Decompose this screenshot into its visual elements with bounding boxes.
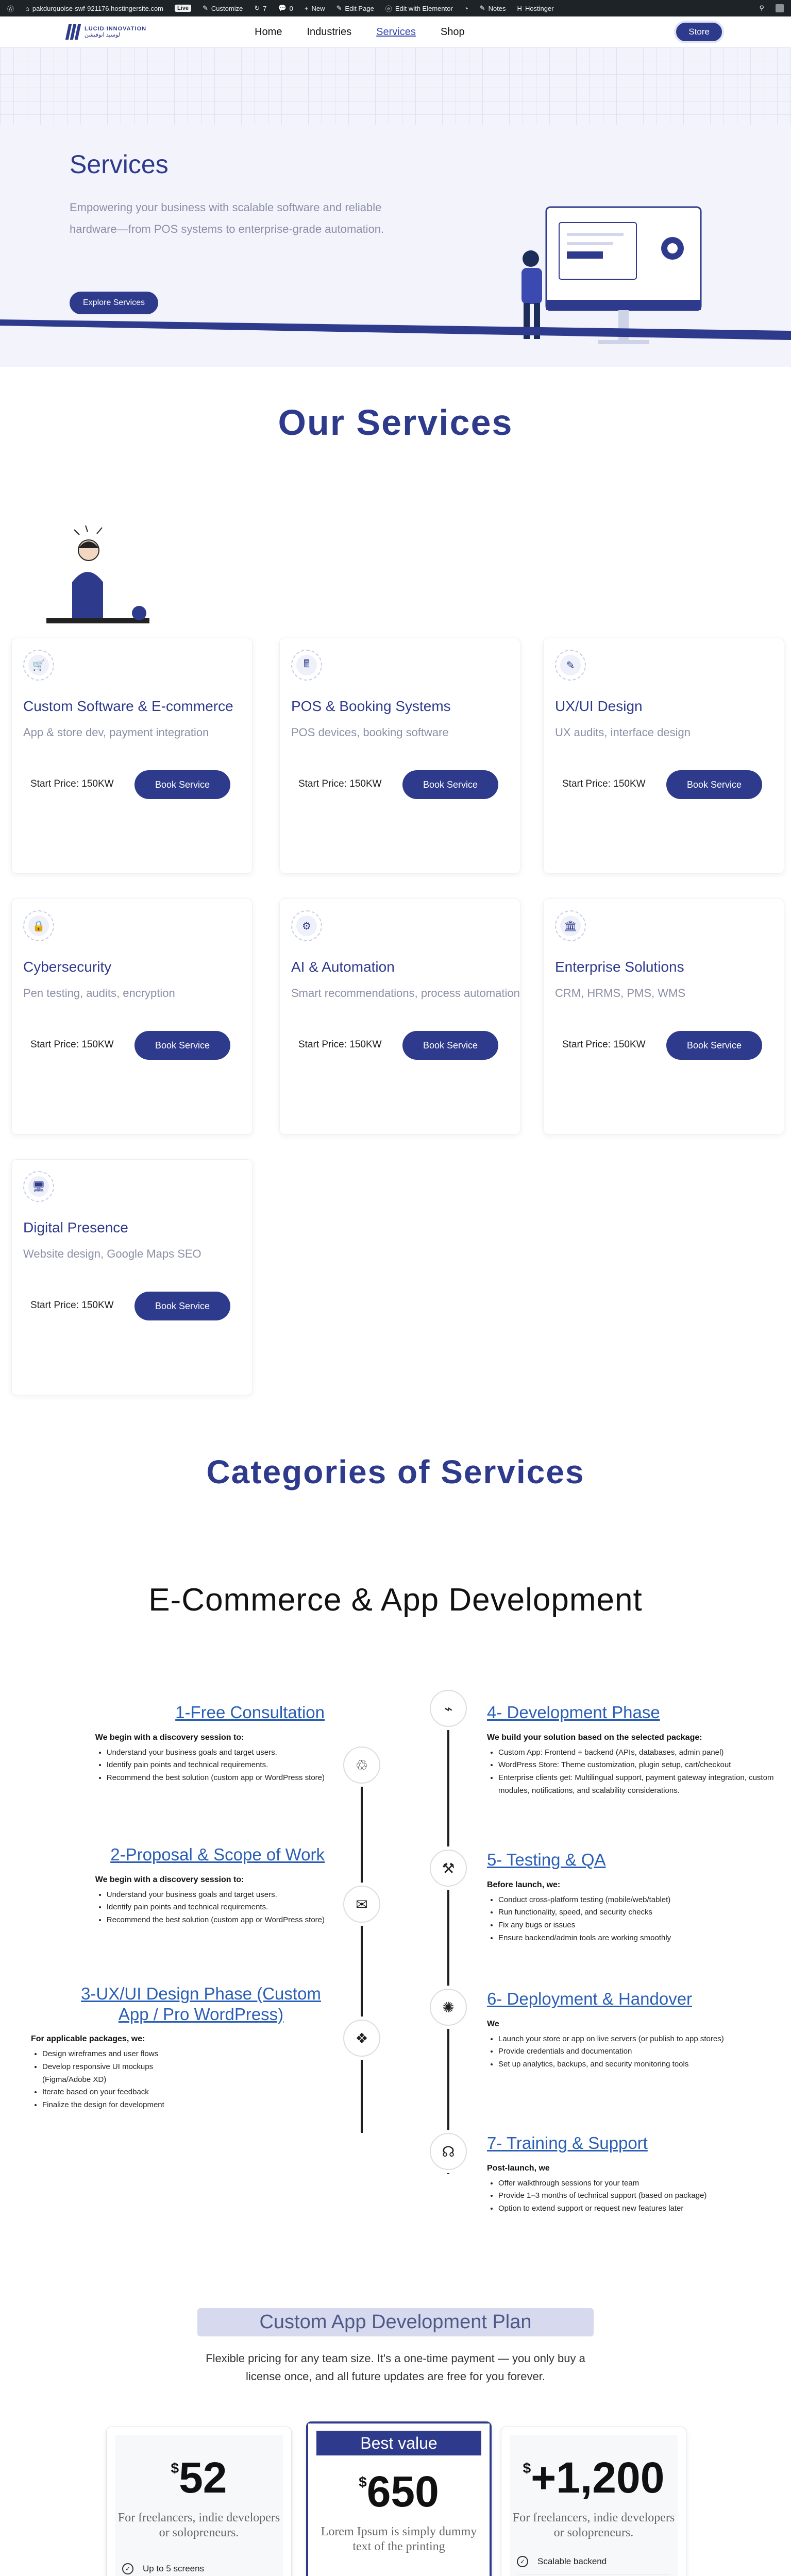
step-list-item: • Run functionality, speed, and security checks: [498, 1906, 776, 1919]
service-card-cybersecurity: [11, 899, 253, 1134]
service-card-enterprise: [543, 899, 784, 1134]
service-price: Start Price: 150KW: [30, 1039, 114, 1050]
service-title: Cybersecurity: [23, 959, 112, 975]
testing-icon: ⚒: [430, 1850, 467, 1887]
consultation-icon: ♲: [343, 1747, 380, 1784]
customize-link[interactable]: ✎ Customize: [203, 4, 243, 12]
design-phase-icon: ❖: [343, 2020, 380, 2057]
logo-text-ar: لوسيد انوفيشن: [85, 32, 120, 38]
step-list-item: • Conduct cross-platform testing (mobile/web/tablet): [498, 1894, 776, 1907]
book-service-button[interactable]: Book Service: [666, 770, 762, 799]
step-list-item: • Understand your business goals and target users.: [107, 1889, 325, 1902]
step-title: 5- Testing & QA: [487, 1850, 606, 1869]
book-service-button[interactable]: Book Service: [402, 770, 498, 799]
step-free-consultation: [31, 1702, 325, 1785]
timeline-line-left: [361, 1752, 363, 2133]
step-list-item: • Identify pain points and technical requirements.: [107, 1759, 325, 1772]
hero-section: [0, 47, 791, 367]
new-label: New: [311, 4, 325, 12]
service-desc: POS devices, booking software: [291, 726, 449, 739]
plan-price: [308, 2467, 490, 2517]
categories-title: Categories of Services: [206, 1453, 585, 1490]
wordpress-icon[interactable]: Ⓦ: [7, 5, 14, 13]
book-service-button[interactable]: Book Service: [134, 1031, 230, 1060]
currency-symbol: $: [359, 2474, 367, 2490]
elementor-link[interactable]: ⓔ Edit with Elementor: [385, 4, 453, 13]
deployment-icon: ✺: [430, 1989, 467, 2026]
service-title: UX/UI Design: [555, 698, 643, 714]
service-title: Digital Presence: [23, 1219, 128, 1235]
step-list: [95, 1747, 325, 1785]
plan-card-featured: [306, 2421, 492, 2576]
site-logo[interactable]: [67, 24, 146, 40]
step-list: [31, 2048, 191, 2112]
comment-moderation-link[interactable]: 💬 0: [278, 4, 293, 12]
plan-card-premium: [501, 2427, 686, 2576]
step-deployment: [487, 1989, 776, 2071]
edit-page-label: Edit Page: [345, 4, 374, 12]
service-price: Start Price: 150KW: [298, 778, 382, 789]
check-icon: ✓: [517, 2556, 528, 2567]
nav-home[interactable]: Home: [255, 26, 282, 38]
our-services-title: Our Services: [278, 402, 513, 443]
search-icon[interactable]: ⚲: [759, 4, 764, 12]
process-timeline: [0, 1690, 791, 2221]
step-list-item: • Recommend the best solution (custom app or WordPress store): [107, 1772, 325, 1785]
plan-description: Flexible pricing for any team size. It's a one-time payment — you only buy a license once, and all future updates are free for you forever.: [206, 2352, 585, 2383]
nav-services[interactable]: Services: [376, 26, 416, 38]
timeline-line-right: [447, 1690, 449, 2174]
explore-services-button[interactable]: Explore Services: [70, 292, 158, 314]
service-desc: Website design, Google Maps SEO: [23, 1247, 201, 1260]
step-list-item: • Enterprise clients get: Multilingual support, payment gateway integration, custom modules, notifications, and scalability considerations.: [498, 1772, 776, 1798]
custom-app-plan-heading: [0, 2308, 791, 2336]
step-title: 4- Development Phase: [487, 1703, 660, 1722]
step-title: 2-Proposal & Scope of Work: [110, 1845, 325, 1864]
service-card-custom-software: [11, 638, 253, 874]
notes-link[interactable]: ✎ Notes: [479, 4, 506, 12]
categories-subtitle: E-Commerce & App Development: [148, 1582, 643, 1618]
step-list-item: • Understand your business goals and target users.: [107, 1747, 325, 1759]
admin-bar: [0, 0, 791, 16]
elementor-label: Edit with Elementor: [395, 4, 453, 12]
service-title: Custom Software & E-commerce: [23, 698, 233, 714]
step-intro: We begin with a discovery session to:: [95, 1733, 244, 1742]
logo-text-en: LUCID INNOVATION: [85, 25, 147, 32]
book-service-button[interactable]: Book Service: [666, 1031, 762, 1060]
comments-link[interactable]: ↻ 7: [254, 4, 267, 12]
currency-symbol: $: [171, 2460, 179, 2476]
pos-icon: 🖩: [291, 650, 322, 681]
book-service-button[interactable]: Book Service: [402, 1031, 498, 1060]
step-list-item: • Ensure backend/admin tools are working smoothly: [498, 1932, 776, 1945]
hostinger-link[interactable]: H Hostinger: [517, 4, 554, 12]
ai-icon: ⚙: [291, 910, 322, 941]
step-title: 7- Training & Support: [487, 2133, 648, 2153]
step-development: [487, 1702, 776, 1798]
step-title: 3-UX/UI Design Phase (Custom App / Pro WordPress): [81, 1984, 321, 2024]
logo-mark-icon: [67, 24, 79, 40]
step-list-item: • Develop responsive UI mockups (Figma/Adobe XD): [42, 2061, 191, 2087]
service-desc: Pen testing, audits, encryption: [23, 987, 175, 999]
step-list-item: • Recommend the best solution (custom app or WordPress store): [107, 1914, 325, 1927]
design-icon: ✎: [555, 650, 586, 681]
store-button[interactable]: Store: [674, 21, 724, 43]
step-ux-design: [31, 1984, 325, 2112]
step-training: [487, 2133, 776, 2215]
hostinger-label: Hostinger: [525, 4, 554, 12]
step-list-item: • Provide credentials and documentation: [498, 2045, 776, 2058]
step-list-item: • Design wireframes and user flows: [42, 2048, 191, 2061]
step-list-item: • Custom App: Frontend + backend (APIs, databases, admin panel): [498, 1747, 776, 1759]
service-card-digital-presence: [11, 1159, 253, 1395]
plan-subtitle: Lorem Ipsum is simply dummy text of the printing: [321, 2525, 477, 2553]
step-list: [487, 2177, 776, 2215]
step-list-item: • Set up analytics, backups, and security monitoring tools: [498, 2058, 776, 2071]
service-card-uxui: [543, 638, 784, 874]
site-header: [0, 16, 791, 47]
customize-label: Customize: [211, 4, 243, 12]
admin-site-name: pakdurquoise-swf-921176.hostingersite.com: [32, 4, 163, 12]
hero-divider-stripe: [0, 319, 791, 355]
service-title: AI & Automation: [291, 959, 395, 975]
plan-features: [122, 2556, 276, 2576]
main-nav: [255, 26, 465, 38]
new-link[interactable]: + New: [304, 4, 325, 12]
admin-site-link[interactable]: ⌂ pakdurquoise-swf-921176.hostingersite.com: [25, 4, 163, 12]
nav-industries[interactable]: Industries: [307, 26, 352, 38]
step-list-item: • Option to extend support or request new features later: [498, 2202, 776, 2215]
book-service-button[interactable]: Book Service: [134, 770, 230, 799]
plan-card-basic: [106, 2427, 292, 2576]
step-intro: We begin with a discovery session to:: [95, 1875, 244, 1884]
service-price: Start Price: 150KW: [30, 1300, 114, 1311]
step-list: [487, 1894, 776, 1945]
book-service-button[interactable]: Book Service: [134, 1292, 230, 1320]
hero-title: Services: [70, 150, 169, 179]
cart-icon: 🛒: [23, 650, 54, 681]
service-card-pos: [279, 638, 520, 874]
plan-price: [107, 2453, 291, 2503]
step-title: 6- Deployment & Handover: [487, 1989, 693, 2008]
step-list-item: • Fix any bugs or issues: [498, 1919, 776, 1932]
hero-grid-pattern: [0, 47, 791, 125]
plan-subtitle: For freelancers, indie developers or solopreneurs.: [117, 2511, 280, 2539]
step-list: [487, 1747, 776, 1798]
step-list-item: • WordPress Store: Theme customization, plugin setup, cart/checkout: [498, 1759, 776, 1772]
step-list: [95, 1889, 325, 1927]
edit-page-link[interactable]: ✎ Edit Page: [336, 4, 374, 12]
step-list-item: • Provide 1–3 months of technical support (based on package): [498, 2190, 776, 2202]
comments-count: 7: [263, 4, 267, 12]
service-card-ai: [279, 899, 520, 1134]
plan-price-value: 650: [366, 2467, 439, 2516]
user-avatar[interactable]: [776, 4, 784, 12]
lock-icon: 🔒: [23, 910, 54, 941]
person-sitting-illustration-icon: [36, 526, 160, 644]
hero-text: Empowering your business with scalable software and reliable hardware—from POS systems to enterprise-grade automation.: [70, 201, 384, 235]
services-heading-wrap: [0, 402, 791, 443]
currency-symbol: $: [523, 2460, 531, 2476]
plan-feature: ✓ Up to 5 screens: [122, 2556, 276, 2576]
plan-price: [501, 2453, 686, 2503]
step-list: [487, 2033, 776, 2071]
service-price: Start Price: 150KW: [562, 1039, 646, 1050]
service-desc: App & store dev, payment integration: [23, 726, 209, 739]
nav-shop[interactable]: Shop: [440, 26, 465, 38]
plan-feature: ✓ Scalable backend: [517, 2549, 670, 2574]
step-list-item: • Launch your store or app on live servers (or publish to app stores): [498, 2033, 776, 2046]
enterprise-icon: 🏛: [555, 910, 586, 941]
service-title: Enterprise Solutions: [555, 959, 684, 975]
plan-title: Custom App Development Plan: [197, 2308, 593, 2336]
step-testing: [487, 1850, 776, 1945]
development-icon: ⌁: [430, 1690, 467, 1727]
check-icon: ✓: [122, 2563, 133, 2574]
notes-label: Notes: [488, 4, 506, 12]
service-desc: Smart recommendations, process automation: [291, 987, 520, 999]
service-price: Start Price: 150KW: [562, 778, 646, 789]
step-title: 1-Free Consultation: [175, 1703, 325, 1722]
proposal-icon: ✉: [343, 1886, 380, 1923]
step-list-item: • Iterate based on your feedback: [42, 2086, 191, 2099]
plan-subtitle: For freelancers, indie developers or solopreneurs.: [512, 2511, 675, 2539]
service-desc: CRM, HRMS, PMS, WMS: [555, 987, 685, 999]
service-desc: UX audits, interface design: [555, 726, 691, 739]
step-intro: We: [487, 2019, 499, 2028]
service-price: Start Price: 150KW: [30, 778, 114, 789]
plan-features: [517, 2549, 670, 2576]
categories-heading-wrap: [0, 1453, 791, 1491]
step-intro: We build your solution based on the selected package:: [487, 1733, 702, 1742]
step-list-item: • Identify pain points and technical requirements.: [107, 1901, 325, 1914]
best-value-badge: Best value: [316, 2431, 481, 2455]
performance-icon[interactable]: ◔: [464, 4, 468, 12]
comments-pending-count: 0: [289, 4, 293, 12]
support-icon: ☊: [430, 2133, 467, 2170]
service-price: Start Price: 150KW: [298, 1039, 382, 1050]
step-intro: Post-launch, we: [487, 2163, 550, 2173]
step-list-item: • Offer walkthrough sessions for your team: [498, 2177, 776, 2190]
step-intro: For applicable packages, we:: [31, 2035, 145, 2044]
web-icon: 🖥: [23, 1171, 54, 1202]
step-intro: Before launch, we:: [487, 1880, 561, 1889]
plan-price-value: +1,200: [531, 2453, 665, 2502]
live-badge: Live: [175, 5, 191, 12]
step-list-item: • Finalize the design for development: [42, 2099, 191, 2112]
plan-price-value: 52: [179, 2453, 227, 2502]
service-title: POS & Booking Systems: [291, 698, 451, 714]
step-proposal: [31, 1844, 325, 1927]
